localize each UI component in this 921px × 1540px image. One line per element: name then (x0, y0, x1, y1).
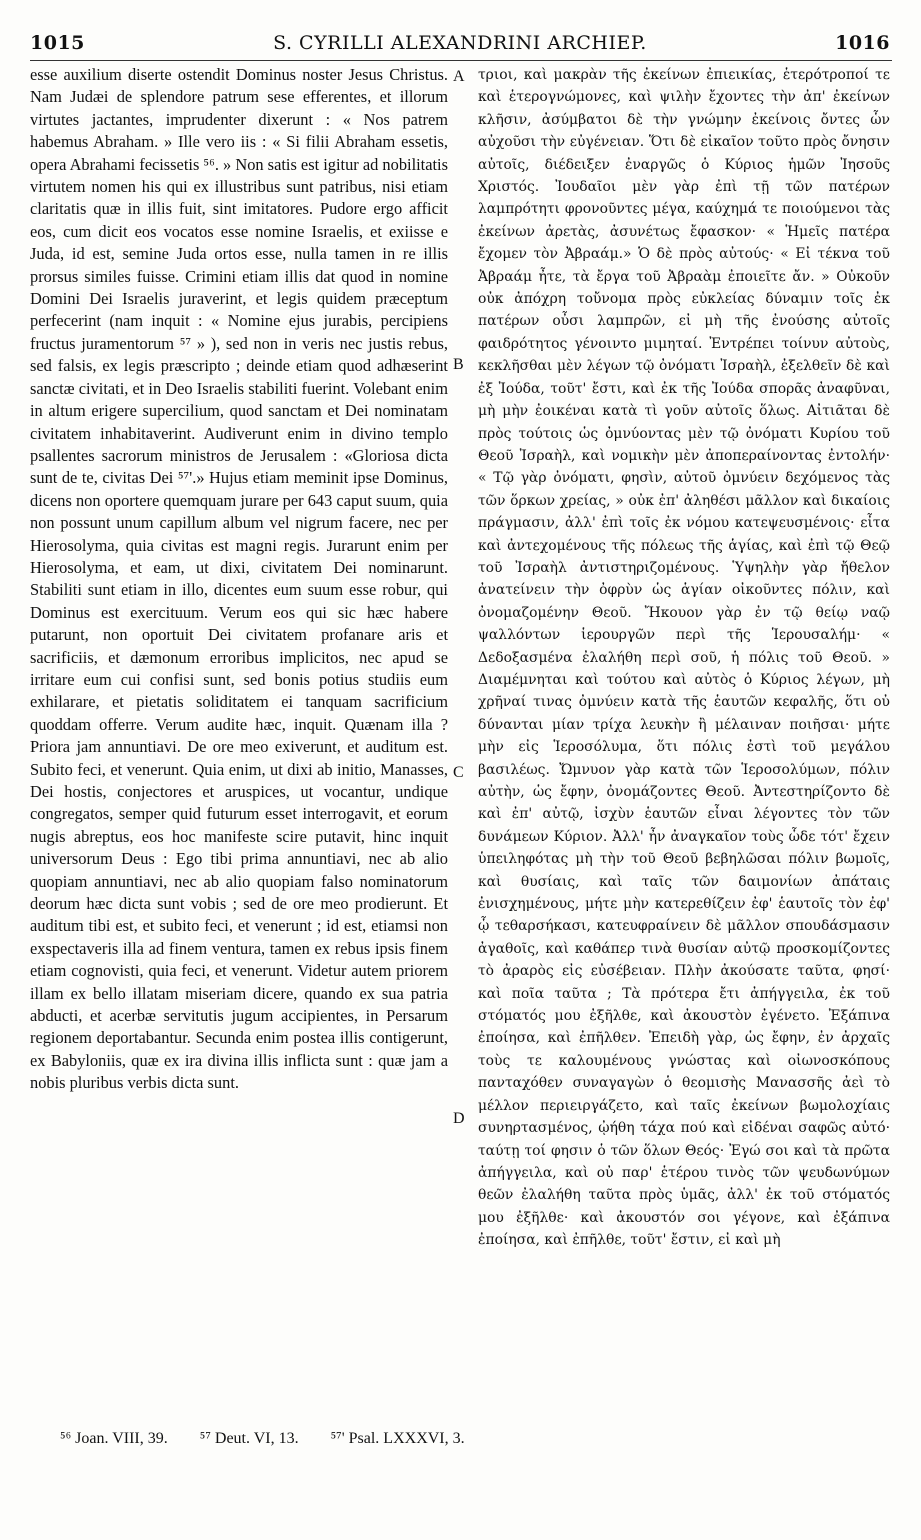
running-title: S. CYRILLI ALEXANDRINI ARCHIEP. (273, 32, 647, 54)
footnote-57: ⁵⁷ Deut. VI, 13. (199, 1430, 299, 1447)
section-marker-a: A (453, 68, 465, 85)
page-header (30, 32, 890, 60)
page-number-right: 1016 (835, 32, 890, 54)
section-marker-b: B (453, 356, 464, 373)
footnotes (60, 1430, 880, 1448)
page-number-left: 1015 (30, 32, 85, 54)
footnote-56: ⁵⁶ Joan. VIII, 39. (60, 1430, 168, 1447)
header-rule (30, 60, 892, 61)
latin-text: esse auxilium diserte ostendit Dominus noster Jesus Christus. Nam Judæi de splendore patrum sese efferentes, et illorum virtutes jactantes, imprudenter dixerunt : « Nos patrem habemus Abraham. » Ille vero iis : « Si filii Abraham essetis, opera Abrahami fecissetis ⁵⁶. » Non satis est igitur ad nobilitatis virtutem nomen his qui ex illustribus sunt patribus, nisi etiam claritatis quæ in illis fuit, sint imitatores. Pudore ergo afficit eos, cum dicit eos vocatos esse nomine Israelis, et exiisse e Juda, id est, semine Juda ortos esse, nulla tamen in re illis prorsus similes fuisse. Crimini etiam illis dat quod in nomine Domini Dei Israelis juraverint, et legis quidem præceptum perfecerint (nam inquit : « Nomine ejus jurabis, percipiens fructus juramentorum ⁵⁷ » ), sed non in veris nec justis rebus, sed falsis, ex legis præscripto ; deinde etiam quod adhæserint sanctæ civitati, et in Deo Israelis stabiliti fuerint. Volebant enim in altum erigere supercilium, quod sanctam et Dei nominatam civitatem inhabitaverint. Audiverunt enim in divino templo psallentes sacrorum ministros de Jerusalem : «Gloriosa dicta sunt de te, civitas Dei ⁵⁷'.» Hujus etiam meminit ipse Dominus, dicens non oportere quemquam jurare per 643 caput suum, quia non possunt unum capillum album vel nigrum facere, nec per Hierosolyma, quia civitas est magni regis. Jurarunt enim per Hierosolyma, et eam, ut dixi, civitatem Dei nominarunt. Stabiliti sunt etiam in illo, dicentes eum suum esse robur, qui Dominus est exercituum. Verum eos qui sic hæc habere putarunt, non oportuit Dei civitatem profanare aris et sacrificiis, et dæmonum erroribus implicitos, nec apud se irritare eum cui confisi sunt, sed bonis potius studiis eum exhilarare, et pietatis soliditatem ei tanquam sacrificium quoddam offerre. Verum audite hæc, inquit. Quænam illa ? Priora jam annuntiavi. De ore meo exiverunt, et auditum est. Subito feci, et venerunt. Quia enim, ut dixi ab initio, Manasses, Dei hostis, conjectores et aruspices, ut vocantur, undique congregatos, semper quid futurum esset interrogavit, et eorum nugis abreptus, eos hoc manifeste scire putavit, hinc inquit universorum Deus : Ego tibi prima annuntiavi, nec ab alio quopiam annuntiavi, nec ab alio quopiam falso nominatorum deorum hæc dicta sunt vobis ; sed de ore meo prodierunt. Et auditum tibi est, et subito feci, et venerunt ; id est, etiamsi non exspectaveris illa ad finem ventura, tamen ex rebus ipsis finem etiam cognovisti, quia feci, et venerunt. Videtur autem priorem illam ex bello illatam miseriam dicere, quando ex sua patria abducti, et acerbæ servitutis jugum accipientes, in Persarum regionem deportabantur. Secunda enim postea illis contigerunt, ex Babyloniis, quæ ex ira divina illis inflicta sunt : quæ jam a nobis pluribus verbis dicta sunt. (30, 65, 448, 1093)
section-marker-c: C (453, 764, 464, 781)
greek-column (478, 64, 890, 1252)
section-marker-d: D (453, 1110, 465, 1127)
footnote-57-prime: ⁵⁷' Psal. LXXXVI, 3. (330, 1430, 465, 1447)
greek-text: τριοι, καὶ μακρὰν τῆς ἐκείνων ἐπιεικίας, ἑτερότροποί τε καὶ ἑτερογνώμονες, καὶ ψιλὴν ἔχοντες τὴν ἀπ' ἐκείνων κλῆσιν, ἀσύμβατοι δὲ τὴν γνώμην ἐκείνοις ὄντες ὧν αὐχοῦσι τὴν εὐγένειαν. Ὅτι δὲ εἰκαῖον τοῦτο πρὸς ὄνησιν αὐτοῖς, διέδειξεν ἐναργῶς ὁ Κύριος ἡμῶν Ἰησοῦς Χριστός. Ἰουδαῖοι μὲν γὰρ ἐπὶ τῇ τῶν πατέρων λαμπρότητι φρονοῦντες μέγα, καύχημά τε ποιούμενοι τὰς ἐκείνων ἀρετὰς, ἀσυνέτως ἔφασκον· « Ἡμεῖς πατέρα ἔχομεν τὸν Ἀβραάμ.» Ὁ δὲ πρὸς αὐτούς· « Εἰ τέκνα τοῦ Ἀβραάμ ἦτε, τὰ ἔργα τοῦ Ἀβραὰμ ἐποιεῖτε ἄν. » Οὐκοῦν οὐκ ἀπόχρη τοὔνομα πρὸς εὐκλείας δύναμιν τοῖς ἐκ πατέρων οὖσι λαμπρῶν, εἰ μὴ τῆς ἐνούσης αὐτοῖς φαιδρότητος γένοιντο μιμηταί. Ἐντρέπει τοίνυν αὐτοὺς, κεκλῆσθαι μὲν λέγων τῷ ὀνόματι Ἰσραὴλ, ἐξελθεῖν δὲ καὶ ἐξ Ἰούδα, τοῦτ' ἔστι, καὶ ἐκ τῆς Ἰούδα σπορᾶς ἀναφῦναι, μὴ μὴν ἐοικέναι κατὰ τὶ γοῦν αὐτοῖς ὅλως. Αἰτιᾶται δὲ πρὸς τούτοις ὡς ὀμνύοντας μὲν τῷ ὀνόματι Κυρίου τοῦ Θεοῦ Ἰσραὴλ, καὶ νομικὴν μὲν ἀποπεραίνοντας ἐντολήν· « Τῷ γὰρ ὀνόματι, φησὶν, αὐτοῦ ὀμνύειν δεχόμενος τὰς τῶν ὅρκων χρείας, » οὐκ ἐπ' ἀληθέσι μᾶλλον καὶ δικαίοις πράγμασιν, ἀλλ' ἐπὶ τοῖς ἐκ νόμου κατεψευσμένοις· εἶτα καὶ ἀντεχομένους τῆς πόλεως τῆς ἁγίας, καὶ ἐπὶ τῷ Θεῷ τοῦ Ἰσραὴλ ἀντιστηριζομένους. Ὑψηλὴν γὰρ ἤθελον ἀνατείνειν τὴν ὀφρὺν ὡς ἁγίαν οἰκοῦντες πόλιν, καὶ ὀνομαζομένην Θεοῦ. Ἤκουον γὰρ ἐν τῷ θείῳ ναῷ ψαλλόντων ἱερουργῶν περὶ τῆς Ἱερουσαλήμ· « Δεδοξασμένα ἐλαλήθη περὶ σοῦ, ἡ πόλις τοῦ Θεοῦ. » Διαμέμνηται καὶ τούτου καὶ αὐτὸς ὁ Κύριος λέγων, μὴ χρῆναί τινας ὀμνύειν κατὰ τῆς ἑαυτῶν κεφαλῆς, ὅτι οὐ δύνανται μίαν τρίχα λευκὴν ἢ μέλαιναν ποιῆσαι· μήτε μὴν εἰς Ἱεροσόλυμα, ὅτι πόλις ἐστὶ τοῦ μεγάλου βασιλέως. Ὤμνυον γὰρ κατὰ τῶν Ἱεροσολύμων, πόλιν αὐτὴν, ὡς ἔφην, ὀνομάζοντες Θεοῦ. Ἀντεστηρίζοντο δὲ καὶ ἐπ' αὐτῷ, ἰσχὺν ἑαυτῶν εἶναι λέγοντες τὸν τῶν δυνάμεων Κύριον. Ἀλλ' ἦν ἀναγκαῖον τοὺς ὧδε τότ' ἔχειν ὑπειληφότας μὴ τὴν τοῦ Θεοῦ βεβηλῶσαι πόλιν βωμοῖς, καὶ θυσίαις, καὶ ταῖς τῶν δαιμονίων ἀπάταις ἐνισχημένους, μήτε μὴν κατερεθίζειν ἐφ' ἑαυτοῖς τὸν ἐφ' ᾧ τεθαρσήκασι, κατευφραίνειν δὲ μᾶλλον σπουδάσμασιν ἀγαθοῖς, καὶ καθάπερ τινὰ θυσίαν αὐτῷ προσκομίζοντες τὸ ἀραρὸς εἰς εὐσέβειαν. Πλὴν ἀκούσατε ταῦτα, φησί· καὶ ποῖα ταῦτα ; Τὰ πρότερα ἔτι ἀπήγγειλα, ἐκ τοῦ στόματός μου ἐξῆλθε, καὶ ἀκουστὸν ἐγένετο. Ἐξάπινα ἐποίησα, καὶ ἐπῆλθεν. Ἐπειδὴ γὰρ, ὡς ἔφην, ἐν ἀρχαῖς τοὺς τε καλουμένους γνώστας καὶ οἰωνοσκόπους πανταχόθεν συναγαγὼν ὁ θεομισὴς Μανασσῆς ἀεὶ τὸ μέλλον περιειργάζετο, καὶ ταῖς ἐκείνων βωμολοχίαις συνηρτασμένος, ᾠήθη τάχα πού καὶ εἰδέναι σαφῶς αὐτό· ταύτῃ τοί φησιν ὁ τῶν ὅλων Θεός· Ἐγώ σοι καὶ τὰ πρῶτα ἀπήγγειλα, καὶ οὐ παρ' ἑτέρου τινὸς τῶν ψευδωνύμων θεῶν ἐλαλήθη ταῦτα πρὸς ὑμᾶς, ἀλλ' ἐκ τοῦ στόματός μου ἐξῆλθε· καὶ ἀκουστόν σοι γέγονε, καὶ ἐξάπινα ἐποίησα, καὶ ἐπῆλθε, τοῦτ' ἔστιν, εἰ καὶ μὴ (478, 67, 890, 1249)
latin-column (30, 64, 448, 1095)
